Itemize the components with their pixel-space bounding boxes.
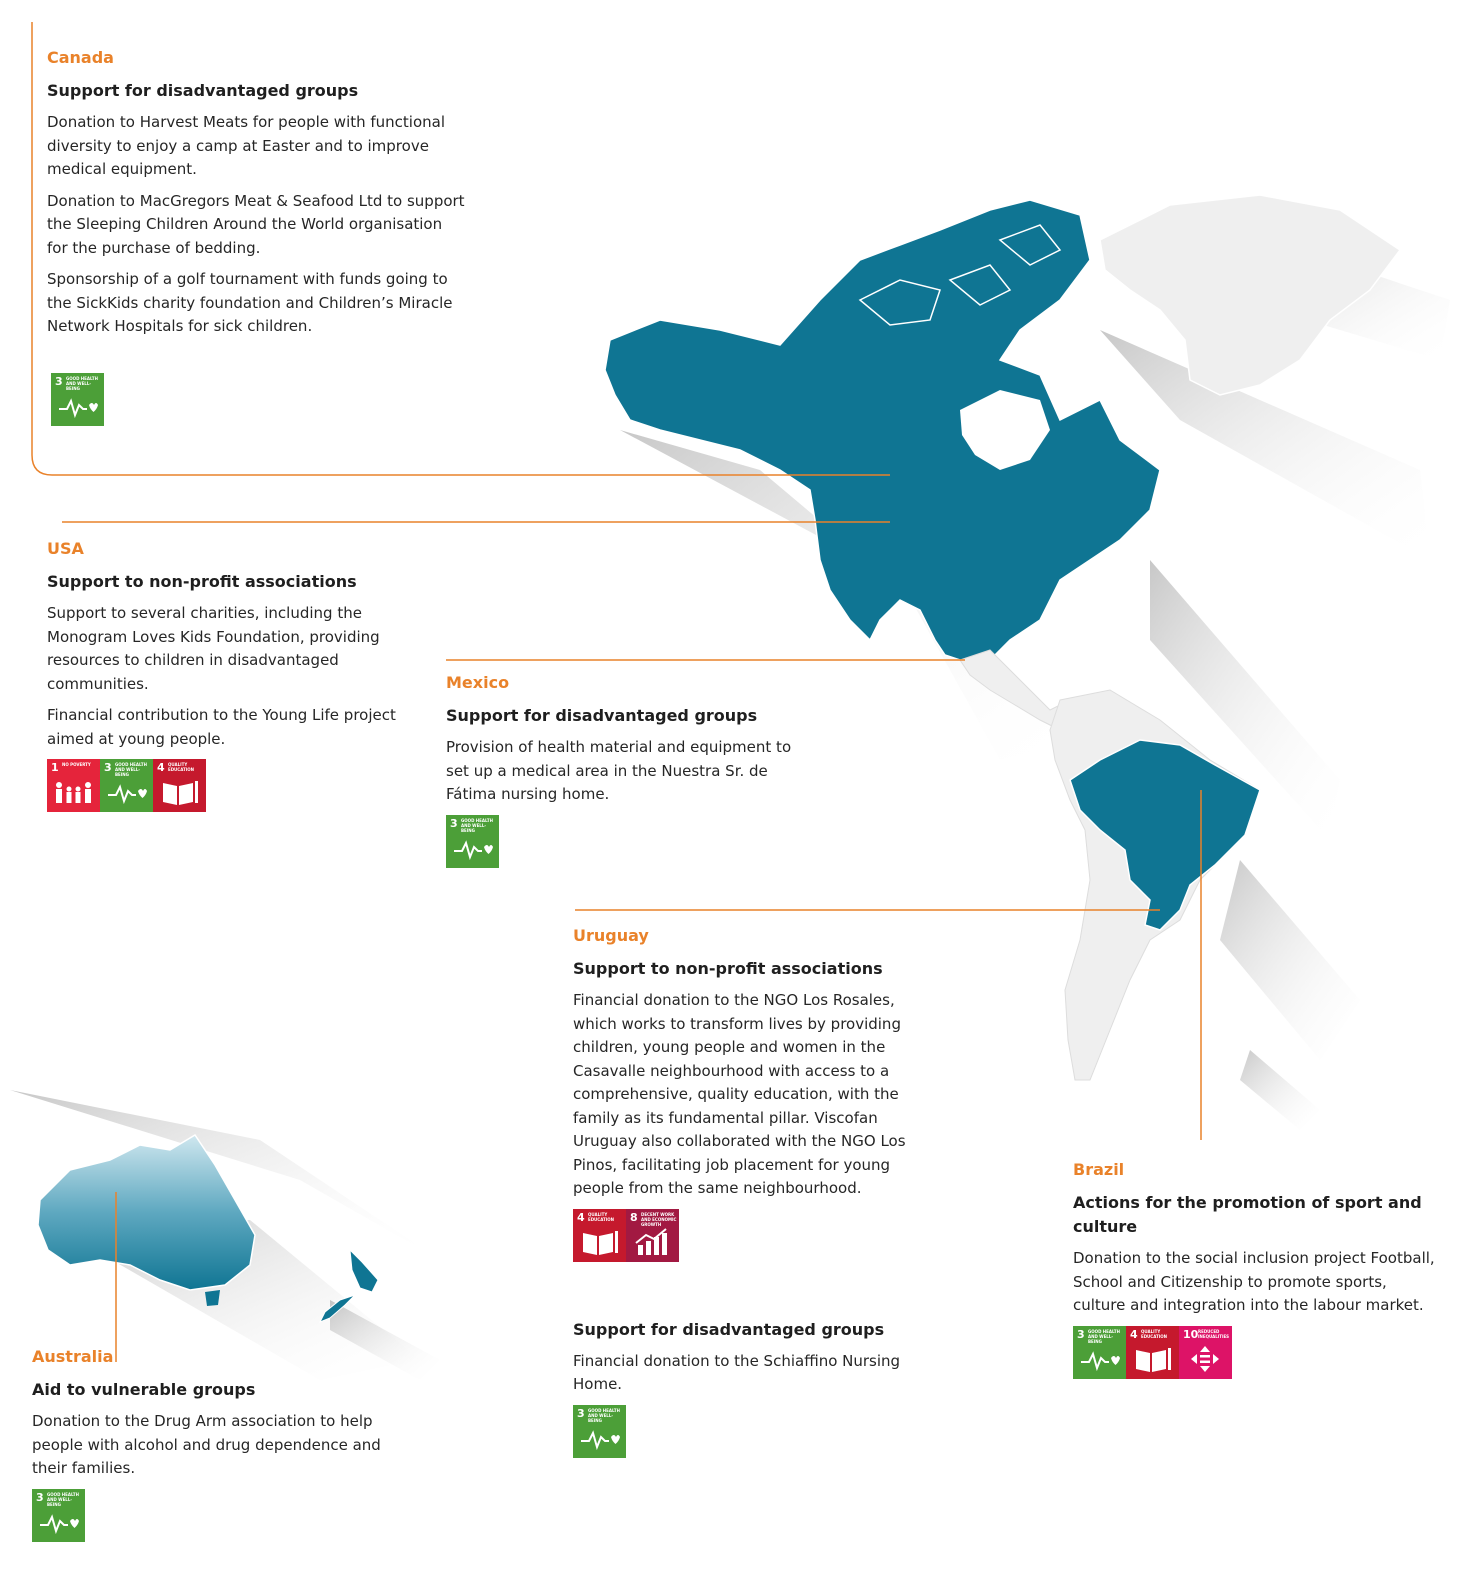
canada-sdg-icons — [51, 373, 467, 426]
tasmania-shape — [205, 1290, 220, 1306]
sdg-4-icon: 4 QUALITY EDUCATION — [573, 1209, 626, 1262]
sdg-1-icon: 1 NO POVERTY — [47, 759, 100, 812]
canada-paragraph-2: Donation to MacGregors Meat & Seafood Ltd to support the Sleeping Children Around the World organisation for the purchase of bedding. — [47, 191, 465, 257]
brazil-section — [1073, 1160, 1438, 1379]
north-america-shape — [605, 200, 1160, 660]
uruguay-sdg-icons — [573, 1209, 928, 1262]
uruguay-heading-2: Support for disadvantaged groups — [573, 1319, 885, 1339]
sdg-3-icon: 3 GOOD HEALTH AND WELL-BEING — [32, 1489, 85, 1542]
sdg-8-icon: 8 DECENT WORK AND ECONOMIC GROWTH — [626, 1209, 679, 1262]
sdg-3-icon: 3 GOOD HEALTH AND WELL-BEING — [1073, 1326, 1126, 1379]
sdg-10-icon: 10 REDUCED INEQUALITIES — [1179, 1326, 1232, 1379]
australia-heading: Aid to vulnerable groups — [32, 1380, 256, 1399]
mexico-heading: Support for disadvantaged groups — [446, 706, 758, 725]
usa-heading: Support to non-profit associations — [47, 572, 357, 591]
usa-section — [47, 539, 417, 812]
usa-country: USA — [47, 539, 84, 558]
australia-sdg-icons — [32, 1489, 402, 1542]
usa-paragraph-1: Support to several charities, including the Monogram Loves Kids Foundation, providing resources to children in disadvantaged communities. — [47, 604, 380, 693]
canada-paragraph-3: Sponsorship of a golf tournament with funds going to the SickKids charity foundation and Children’s Miracle Network Hospitals for sick children. — [47, 270, 453, 335]
mexico-paragraph-1: Provision of health material and equipment to set up a medical area in the Nuestra Sr. de Fátima nursing home. — [446, 738, 792, 803]
mexico-country: Mexico — [446, 673, 510, 692]
mexico-sdg-icons — [446, 815, 796, 868]
uruguay-sdg-icons-2 — [573, 1405, 928, 1458]
uruguay-heading: Support to non-profit associations — [573, 959, 883, 978]
uruguay-country: Uruguay — [573, 926, 649, 945]
canada-paragraph-1: Donation to Harvest Meats for people with functional diversity to enjoy a camp at Easter and to improve medical equipment. — [47, 113, 446, 178]
usa-sdg-icons — [47, 759, 417, 812]
sdg-3-icon: 3 GOOD HEALTH AND WELL-BEING — [51, 373, 104, 426]
brazil-paragraph-1: Donation to the social inclusion project Football, School and Citizenship to promote sports, culture and integration into the labour market. — [1073, 1249, 1435, 1314]
usa-paragraph-2: Financial contribution to the Young Life project aimed at young people. — [47, 706, 396, 748]
sdg-3-icon: 3 GOOD HEALTH AND WELL-BEING — [100, 759, 153, 812]
uruguay-paragraph-2: Financial donation to the Schiaffino Nursing Home. — [573, 1351, 901, 1393]
sdg-3-icon: 3 GOOD HEALTH AND WELL-BEING — [573, 1405, 626, 1458]
australia-shape — [38, 1135, 255, 1290]
uruguay-section — [573, 926, 928, 1458]
canada-country: Canada — [47, 48, 114, 67]
brazil-heading: Actions for the promotion of sport and culture — [1073, 1193, 1422, 1236]
canada-heading: Support for disadvantaged groups — [47, 81, 359, 100]
canada-section — [47, 48, 467, 426]
sdg-3-icon: 3 GOOD HEALTH AND WELL-BEING — [446, 815, 499, 868]
uruguay-paragraph-1: Financial donation to the NGO Los Rosales, which works to transform lives by providing children, young people and women in the Casavalle neighbourhood with access to a comprehensive, quality education, with the family as its fundamental pillar. Viscofan Uruguay also collaborated with the NGO Los Pinos, facilitating job placement for young people from the same neighbourhood. — [573, 991, 906, 1197]
sdg-4-icon: 4 QUALITY EDUCATION — [1126, 1326, 1179, 1379]
australia-paragraph-1: Donation to the Drug Arm association to help people with alcohol and drug dependence and their families. — [32, 1412, 381, 1477]
brazil-sdg-icons — [1073, 1326, 1438, 1379]
australia-country: Australia — [32, 1347, 114, 1366]
sdg-4-icon: 4 QUALITY EDUCATION — [153, 759, 206, 812]
mexico-section — [446, 673, 796, 868]
brazil-country: Brazil — [1073, 1160, 1125, 1179]
australia-section — [32, 1347, 402, 1542]
